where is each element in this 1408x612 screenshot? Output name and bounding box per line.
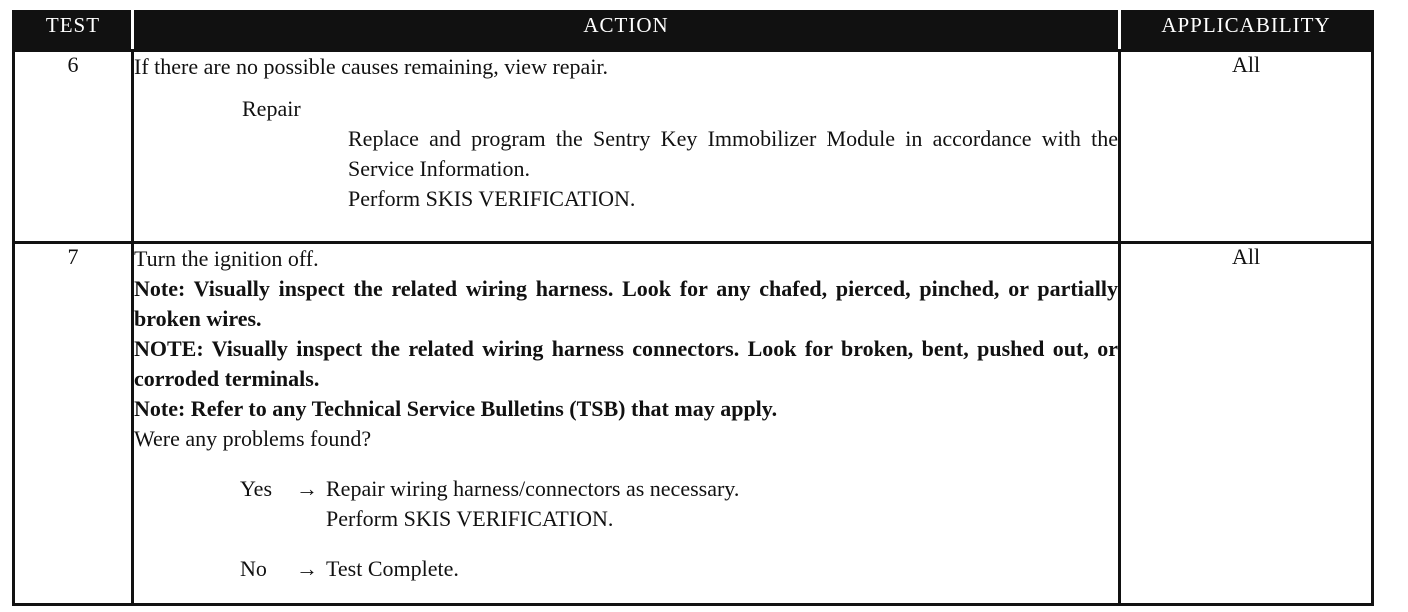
repair-body <box>348 124 1118 214</box>
arrow-right-icon: → <box>296 476 318 501</box>
yes-repair-text: Repair wiring harness/connectors as necessary. <box>326 476 740 501</box>
diagnostic-table-page <box>12 10 1374 604</box>
yes-instructions <box>326 474 1118 534</box>
header-row <box>14 12 1373 51</box>
action-cell <box>133 243 1120 605</box>
header-applicability: APPLICABILITY <box>1120 12 1373 51</box>
action-cell <box>133 51 1120 243</box>
header-test: TEST <box>14 12 133 51</box>
yes-option <box>240 474 1118 534</box>
no-instructions <box>326 554 1118 584</box>
arrow-right-icon: → <box>296 556 318 581</box>
no-label: No <box>240 556 267 581</box>
yes-label: Yes <box>240 476 273 501</box>
diagnostic-table <box>12 10 1374 606</box>
no-option <box>240 554 1118 584</box>
repair-verification: Perform SKIS VERIFICATION. <box>348 186 636 211</box>
yes-verification-text: Perform SKIS VERIFICATION. <box>326 506 614 531</box>
applicability-cell: All <box>1120 51 1373 243</box>
no-complete-text: Test Complete. <box>326 556 459 581</box>
table-row-test-6 <box>14 51 1373 243</box>
test-number: 7 <box>14 243 133 605</box>
table-row-test-7 <box>14 243 1373 605</box>
action-text: Turn the ignition off. <box>134 246 319 271</box>
repair-label: Repair <box>242 96 301 121</box>
test-number: 6 <box>14 51 133 243</box>
note-wiring-harness: Note: Visually inspect the related wiring harness. Look for any chafed, pierced, pinched, or partially broken wires. <box>134 276 1118 331</box>
question-text: Were any problems found? <box>134 426 372 451</box>
action-text: If there are no possible causes remaining, view repair. <box>134 54 609 79</box>
repair-instruction: Replace and program the Sentry Key Immobilizer Module in accordance with the Service Information. <box>348 126 1118 181</box>
note-tsb: Note: Refer to any Technical Service Bulletins (TSB) that may apply. <box>134 396 778 421</box>
note-harness-connectors: NOTE: Visually inspect the related wiring harness connectors. Look for broken, bent, pushed out, or corroded terminals. <box>134 336 1118 391</box>
header-action: ACTION <box>133 12 1120 51</box>
applicability-cell: All <box>1120 243 1373 605</box>
